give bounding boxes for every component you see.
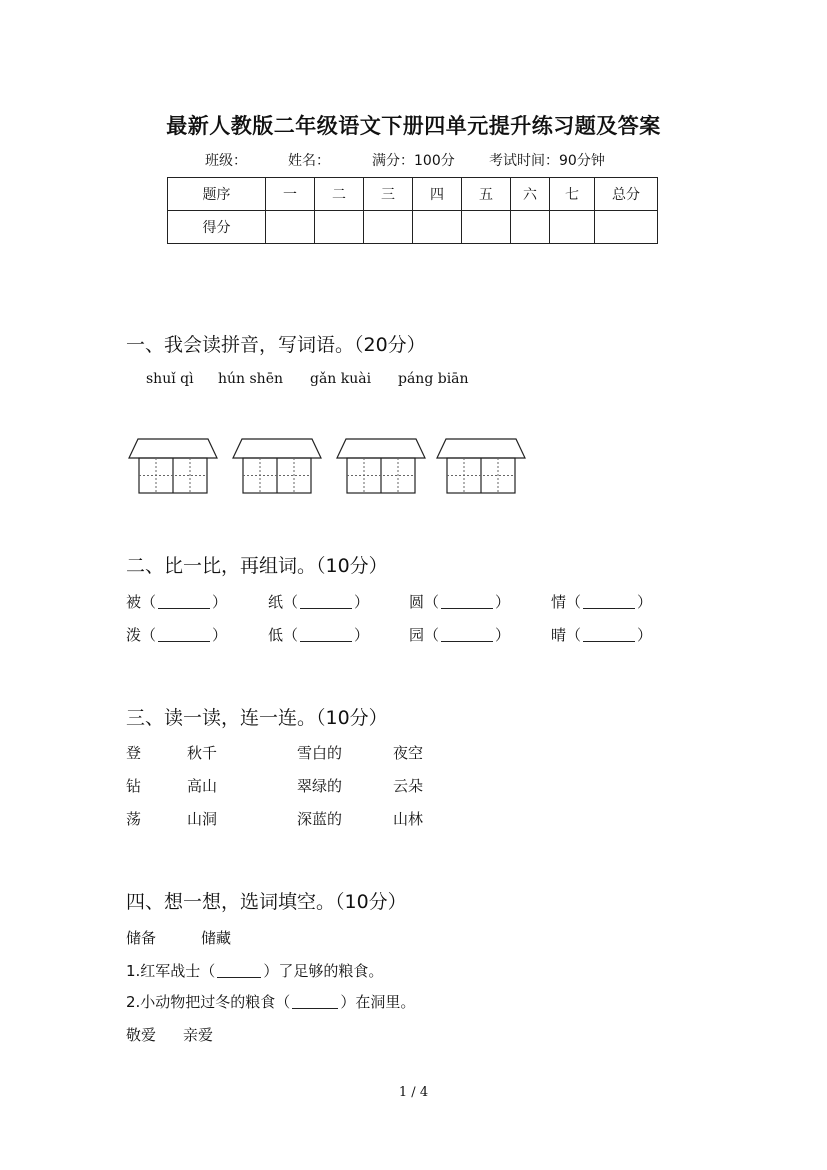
answer-blank[interactable]	[300, 594, 352, 609]
match-word[interactable]: 钻	[126, 777, 142, 795]
answer-blank[interactable]	[583, 627, 635, 642]
name-label: 姓名：	[288, 153, 330, 169]
word-choice: 储备	[126, 929, 157, 947]
writing-grid-2[interactable]	[232, 438, 322, 496]
match-word[interactable]: 秋千	[187, 744, 218, 762]
page-title: 最新人教版二年级语文下册四单元提升练习题及答案	[166, 113, 661, 138]
match-word[interactable]: 登	[126, 744, 142, 762]
compare-item: 被（ ）	[126, 593, 228, 611]
score-table-score-row	[168, 211, 658, 244]
fill-question-2: 2.小动物把过冬的粮食（ ）在洞里。	[126, 993, 416, 1011]
match-word[interactable]: 夜空	[393, 744, 424, 762]
match-word[interactable]: 云朵	[393, 777, 424, 795]
pinyin-3: gǎn kuài	[310, 371, 372, 387]
exam-time: 考试时间：90分钟	[489, 153, 605, 169]
section3-heading: 三、读一读，连一连。（10分）	[126, 707, 388, 729]
writing-grid-4[interactable]	[436, 438, 526, 496]
section1-heading: 一、我会读拼音，写词语。（20分）	[126, 334, 426, 356]
compare-item: 纸（ ）	[268, 593, 370, 611]
match-word[interactable]: 山洞	[187, 810, 218, 828]
compare-item: 园（ ）	[409, 626, 511, 644]
score-input-cell[interactable]	[315, 211, 364, 244]
table-cell: 三	[364, 178, 413, 211]
section2-heading: 二、比一比，再组词。（10分）	[126, 555, 388, 577]
compare-item: 情（ ）	[551, 593, 653, 611]
table-cell: 得分	[168, 211, 266, 244]
class-label: 班级：	[205, 153, 247, 169]
score-input-cell[interactable]	[595, 211, 658, 244]
match-word[interactable]: 深蓝的	[297, 810, 343, 828]
score-table-header-row	[168, 178, 658, 211]
match-word[interactable]: 高山	[187, 777, 218, 795]
answer-blank[interactable]	[292, 994, 338, 1009]
match-word[interactable]: 雪白的	[297, 744, 343, 762]
compare-item: 圆（ ）	[409, 593, 511, 611]
table-cell: 题序	[168, 178, 266, 211]
table-cell: 五	[462, 178, 511, 211]
table-cell: 六	[511, 178, 550, 211]
answer-blank[interactable]	[158, 627, 210, 642]
score-input-cell[interactable]	[550, 211, 595, 244]
score-input-cell[interactable]	[413, 211, 462, 244]
section4-heading: 四、想一想，选词填空。（10分）	[126, 891, 407, 913]
writing-grid-3[interactable]	[336, 438, 426, 496]
answer-blank[interactable]	[158, 594, 210, 609]
match-word[interactable]: 荡	[126, 810, 142, 828]
answer-blank[interactable]	[441, 594, 493, 609]
score-table	[167, 177, 658, 244]
table-cell: 总分	[595, 178, 658, 211]
answer-blank[interactable]	[583, 594, 635, 609]
pinyin-2: hún shēn	[218, 371, 284, 387]
word-choice: 敬爱	[126, 1026, 157, 1044]
score-input-cell[interactable]	[511, 211, 550, 244]
compare-item: 泼（ ）	[126, 626, 228, 644]
table-cell: 四	[413, 178, 462, 211]
full-score: 满分：100分	[372, 153, 455, 169]
word-choice: 储藏	[201, 929, 232, 947]
compare-item: 低（ ）	[268, 626, 370, 644]
score-input-cell[interactable]	[364, 211, 413, 244]
page-number: 1 / 4	[398, 1085, 429, 1100]
table-cell: 一	[266, 178, 315, 211]
answer-blank[interactable]	[300, 627, 352, 642]
answer-blank[interactable]	[217, 963, 261, 978]
word-choice: 亲爱	[183, 1026, 214, 1044]
writing-grid-1[interactable]	[128, 438, 218, 496]
pinyin-1: shuǐ qì	[146, 371, 194, 387]
score-input-cell[interactable]	[266, 211, 315, 244]
table-cell: 七	[550, 178, 595, 211]
compare-item: 晴（ ）	[551, 626, 653, 644]
pinyin-4: páng biān	[398, 371, 469, 387]
match-word[interactable]: 翠绿的	[297, 777, 343, 795]
match-word[interactable]: 山林	[393, 810, 424, 828]
table-cell: 二	[315, 178, 364, 211]
answer-blank[interactable]	[441, 627, 493, 642]
score-input-cell[interactable]	[462, 211, 511, 244]
fill-question-1: 1.红军战士（ ）了足够的粮食。	[126, 962, 384, 980]
